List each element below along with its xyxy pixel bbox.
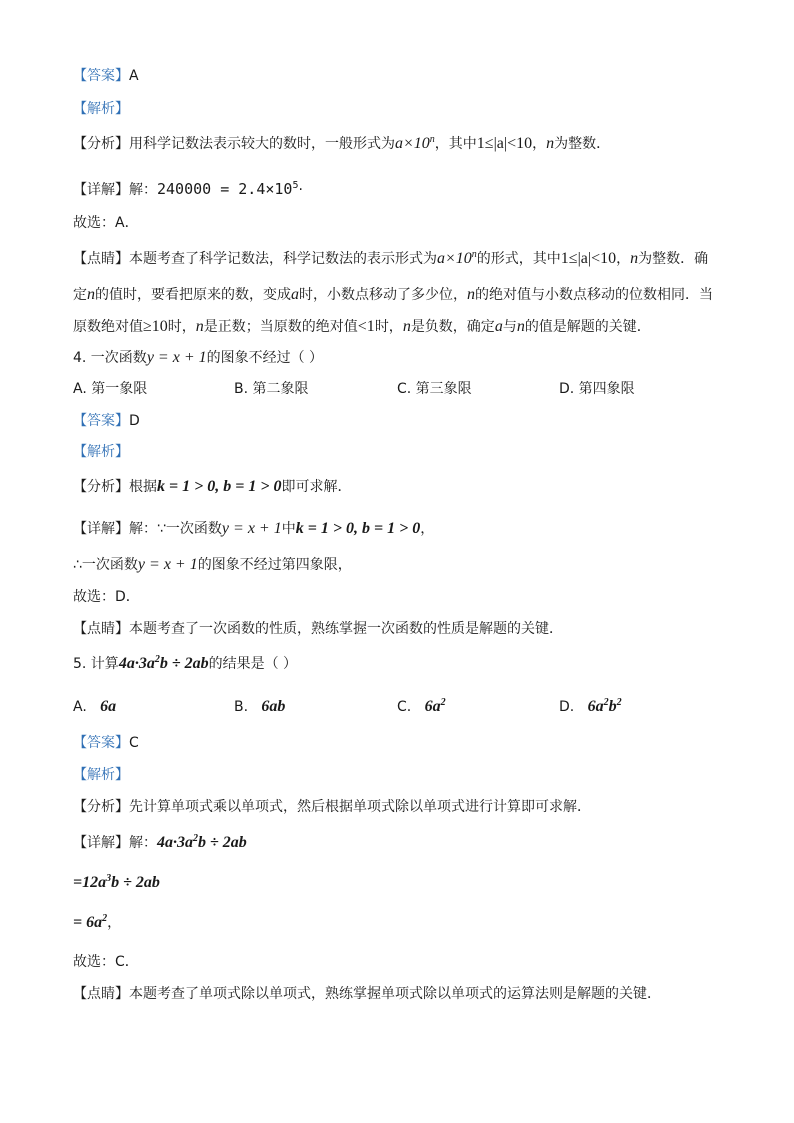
text: 先计算单项式乘以单项式，然后根据单项式除以单项式进行计算即可求解． [129, 799, 591, 815]
math-sup: 2 [154, 654, 160, 665]
math-sup: 2 [193, 833, 198, 844]
q5-answer-line [73, 734, 139, 752]
math: y = x + 1 [137, 556, 198, 573]
q3-dianjing-line-1 [73, 250, 708, 268]
math: n [87, 286, 95, 303]
math-base: = 6a [73, 914, 103, 931]
math-sup: n [471, 249, 477, 260]
fenxi-tag: 【分析】 [73, 479, 129, 495]
text: ， [107, 915, 122, 931]
text: 的形式，其中 [476, 251, 561, 267]
text: 本题考查了科学记数法，科学记数法的表示形式为 [129, 251, 437, 267]
text: · [298, 182, 303, 198]
math: <1 [357, 318, 375, 335]
text: 用科学记数法表示较大的数时，一般形式为 [129, 136, 395, 152]
math: n [195, 318, 204, 335]
math-base: b ÷ 2ab [111, 874, 160, 891]
detail-tag: 【详解】 [73, 182, 129, 198]
q3-fenxi-line [73, 135, 610, 153]
math: 1≤|a|<10 [560, 250, 617, 267]
q5-step-2 [73, 914, 121, 932]
text: ，其中 [434, 136, 477, 152]
text: 的结果是（ ） [208, 656, 298, 672]
math-sup: 2 [440, 697, 446, 708]
text: 的图象不经过第四象限， [197, 557, 352, 573]
math [425, 698, 446, 715]
text: 本题考查了一次函数的性质，熟练掌握一次函数的性质是解题的关键． [129, 621, 563, 637]
text: 时， [167, 319, 196, 335]
text: 原数绝对值 [73, 319, 143, 335]
math: 1≤|a|<10 [476, 135, 533, 152]
option-label: D. [559, 699, 575, 715]
text: 为整数．确 [638, 251, 709, 267]
text: 中 [281, 521, 296, 537]
q3-detail-line [73, 180, 303, 199]
math-base: 4a·3a [118, 655, 155, 672]
answer-tag: 【答案】 [73, 735, 129, 751]
q4-option-b: B. 第二象限 [234, 381, 309, 397]
math [437, 250, 477, 267]
math-base: =12a [73, 874, 107, 891]
text: 时，小数点移动了多少位， [299, 287, 467, 303]
math-base: 4a·3a [157, 834, 193, 851]
analysis-tag: 【解析】 [73, 101, 129, 117]
text: 解：∵一次函数 [129, 521, 222, 537]
math: y = x + 1 [221, 520, 282, 537]
text: 为整数． [554, 136, 611, 152]
math: ≥10 [143, 318, 168, 335]
math-base: b [608, 698, 617, 715]
math-base: b ÷ 2ab [198, 834, 247, 851]
math [395, 135, 435, 152]
text: 的值时，要看把原来的数，变成 [95, 287, 291, 303]
answer-value: D [129, 413, 140, 429]
text: 解： [129, 835, 157, 851]
text: 的绝对值与小数点移动的位数相同．当 [475, 287, 713, 303]
q5-option-d [559, 698, 622, 716]
q5-stem [73, 655, 297, 673]
option-label: B. [234, 699, 249, 715]
text: 本题考查了单项式除以单项式，熟练掌握单项式除以单项式的运算法则是解题的关键． [129, 986, 661, 1002]
q5-analysis-line [73, 766, 129, 784]
dianjing-tag: 【点睛】 [73, 986, 129, 1002]
analysis-tag: 【解析】 [73, 444, 129, 460]
math: n [467, 286, 475, 303]
math-sup: 2 [616, 697, 622, 708]
text: 根据 [129, 479, 157, 495]
q5-option-b [234, 698, 285, 716]
q5-option-c [397, 698, 446, 716]
math: 6a [100, 698, 117, 715]
q5-option-a [73, 698, 116, 716]
q5-choice-line: 故选：C． [73, 954, 139, 970]
q4-answer-line [73, 412, 140, 430]
math: a [494, 318, 503, 335]
text: 是负数，确定 [410, 319, 495, 335]
q5-fenxi-line [73, 798, 591, 816]
math-base: 6a [587, 698, 604, 715]
text: 4. 一次函数 [73, 350, 147, 366]
math-base: 240000 = 2.4×10 [157, 180, 293, 198]
math-base: a×10 [395, 135, 430, 152]
math: a [291, 286, 299, 303]
text: 是正数；当原数的绝对值 [203, 319, 358, 335]
text: ， [420, 521, 435, 537]
answer-tag: 【答案】 [73, 68, 129, 84]
text: ， [532, 136, 547, 152]
q5-dianjing-line [73, 985, 661, 1003]
analysis-tag: 【解析】 [73, 767, 129, 783]
q3-dianjing-line-2 [73, 286, 713, 304]
dianjing-tag: 【点睛】 [73, 621, 129, 637]
math-base: b ÷ 2ab [159, 655, 209, 672]
fenxi-tag: 【分析】 [73, 136, 129, 152]
text: 的值是解题的关键． [524, 319, 651, 335]
q4-option-d: D. 第四象限 [559, 381, 635, 397]
text: ， [616, 251, 631, 267]
math-sup: n [429, 134, 435, 145]
math-sup: 2 [102, 913, 108, 924]
q3-analysis-line [73, 100, 129, 118]
math: 6ab [261, 698, 286, 715]
math: n [402, 318, 411, 335]
q5-step-1 [73, 874, 160, 892]
math [157, 834, 247, 851]
text: 解： [129, 182, 157, 198]
q3-dianjing-line-3 [73, 318, 651, 336]
q5-detail-line [73, 834, 247, 852]
math-sup: 5 [292, 180, 299, 191]
q3-choice-line: 故选：A． [73, 215, 139, 231]
math [73, 874, 160, 891]
dianjing-tag: 【点睛】 [73, 251, 129, 267]
math [119, 655, 209, 672]
math: y = x + 1 [146, 349, 207, 366]
q3-answer-line [73, 67, 139, 85]
text: 5. 计算 [73, 656, 119, 672]
math: k = 1 > 0, b = 1 > 0 [295, 520, 421, 537]
q4-fenxi-line [73, 478, 351, 496]
math: k = 1 > 0, b = 1 > 0 [157, 478, 282, 495]
text: 时， [374, 319, 403, 335]
q4-stem [73, 349, 323, 367]
q4-option-a: A. 第一象限 [73, 381, 148, 397]
answer-tag: 【答案】 [73, 413, 129, 429]
math-sup: 3 [106, 873, 112, 884]
q4-analysis-line [73, 443, 129, 461]
q4-dianjing-line [73, 620, 563, 638]
math [73, 914, 107, 931]
q4-detail-line [73, 520, 434, 538]
option-label: C. [397, 699, 412, 715]
q4-choice-line: 故选：D． [73, 589, 140, 605]
math: n [546, 135, 555, 152]
q4-option-c: C. 第三象限 [397, 381, 472, 397]
math: n [516, 318, 525, 335]
detail-tag: 【详解】 [73, 521, 129, 537]
math [157, 180, 299, 198]
math-base: a×10 [437, 250, 472, 267]
q4-therefore-line [73, 556, 352, 574]
text: 的图象不经过（ ） [206, 350, 324, 366]
text: 定 [73, 287, 87, 303]
math: n [630, 250, 639, 267]
text: 与 [502, 319, 517, 335]
text: 即可求解． [281, 479, 352, 495]
detail-tag: 【详解】 [73, 835, 129, 851]
math-base: 6a [424, 698, 441, 715]
math-sup: 2 [603, 697, 609, 708]
math [588, 698, 622, 715]
answer-value: C [129, 735, 139, 751]
fenxi-tag: 【分析】 [73, 799, 129, 815]
option-label: A. [73, 699, 87, 715]
answer-value: A [129, 68, 139, 84]
text: ∴一次函数 [73, 557, 138, 573]
